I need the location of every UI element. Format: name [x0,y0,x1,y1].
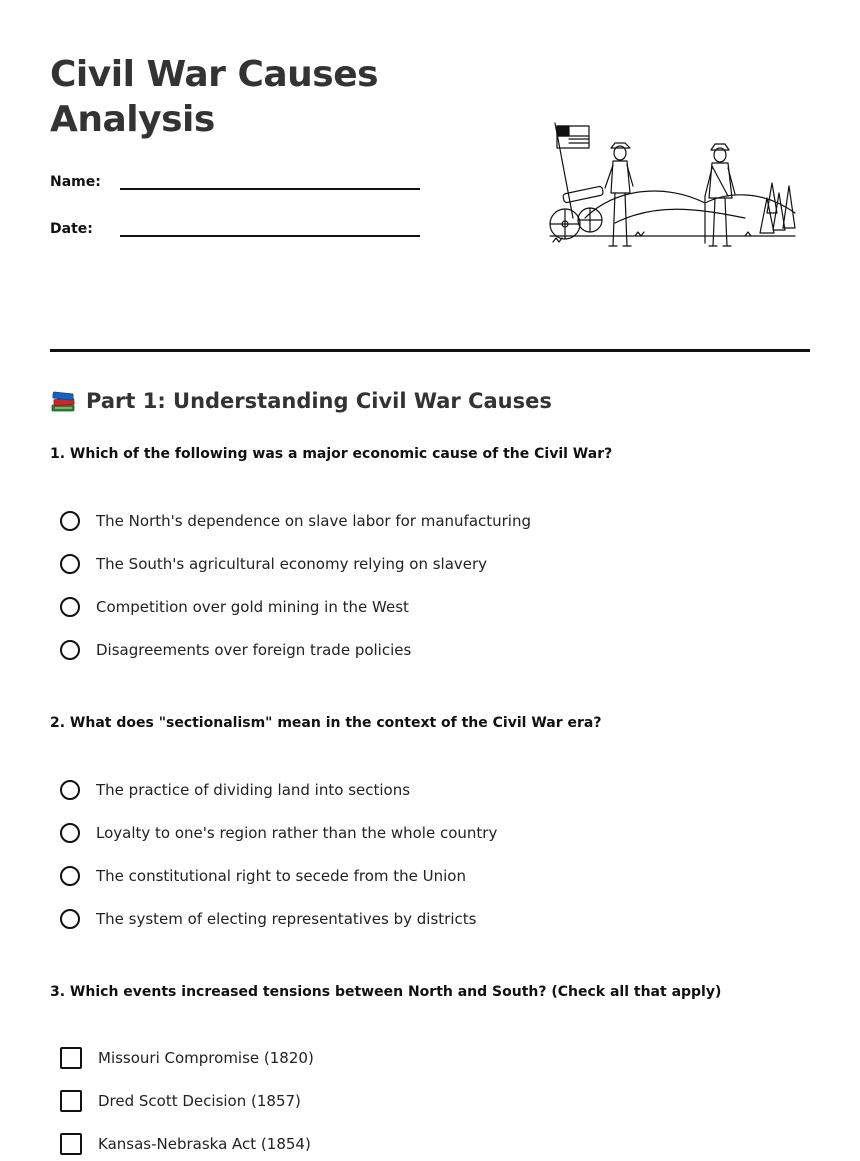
date-label: Date: [50,221,93,237]
q3-option-3[interactable] [60,1133,311,1155]
question-2-text: 2. What does "sectionalism" mean in the context of the Civil War era? [50,715,602,731]
option-label: The system of electing representatives by districts [96,910,477,928]
radio-button[interactable] [60,511,80,531]
q1-option-3[interactable] [60,597,409,617]
option-label: Dred Scott Decision (1857) [98,1092,301,1110]
q3-option-2[interactable] [60,1090,301,1112]
name-input-line[interactable] [120,166,420,190]
section-1-title-text: Part 1: Understanding Civil War Causes [86,389,552,413]
option-label: The practice of dividing land into sections [96,781,411,799]
checkbox[interactable] [60,1090,82,1112]
radio-button[interactable] [60,780,80,800]
civil-war-soldiers-illustration [545,118,800,258]
radio-button[interactable] [60,597,80,617]
radio-button[interactable] [60,909,80,929]
checkbox[interactable] [60,1133,82,1155]
date-field-row [50,213,420,237]
checkbox[interactable] [60,1047,82,1069]
option-label: Competition over gold mining in the West [96,598,409,616]
title-line-2: Analysis [50,99,215,140]
q2-option-3[interactable] [60,866,466,886]
option-label: Disagreements over foreign trade policies [96,641,412,659]
option-label: Missouri Compromise (1820) [98,1049,314,1067]
name-label: Name: [50,174,101,190]
question-1-text: 1. Which of the following was a major economic cause of the Civil War? [50,446,613,462]
radio-button[interactable] [60,640,80,660]
date-input-line[interactable] [120,213,420,237]
q1-option-2[interactable] [60,554,487,574]
option-label: The constitutional right to secede from the Union [96,867,466,885]
option-label: Loyalty to one's region rather than the whole country [96,824,498,842]
header-divider [50,349,810,352]
option-label: The South's agricultural economy relying on slavery [96,555,488,573]
option-label: The North's dependence on slave labor for manufacturing [96,512,532,530]
q2-option-1[interactable] [60,780,410,800]
q3-option-1[interactable] [60,1047,314,1069]
q2-option-4[interactable] [60,909,476,929]
q1-option-1[interactable] [60,511,531,531]
option-label: Kansas-Nebraska Act (1854) [98,1135,311,1153]
radio-button[interactable] [60,554,80,574]
section-1-title [50,388,552,414]
name-field-row [50,166,420,190]
books-icon [50,388,76,414]
title-line-1: Civil War Causes [50,54,379,95]
radio-button[interactable] [60,866,80,886]
worksheet-title [50,52,378,142]
radio-button[interactable] [60,823,80,843]
question-3-text: 3. Which events increased tensions between North and South? (Check all that apply) [50,984,722,1000]
q2-option-2[interactable] [60,823,497,843]
q1-option-4[interactable] [60,640,411,660]
